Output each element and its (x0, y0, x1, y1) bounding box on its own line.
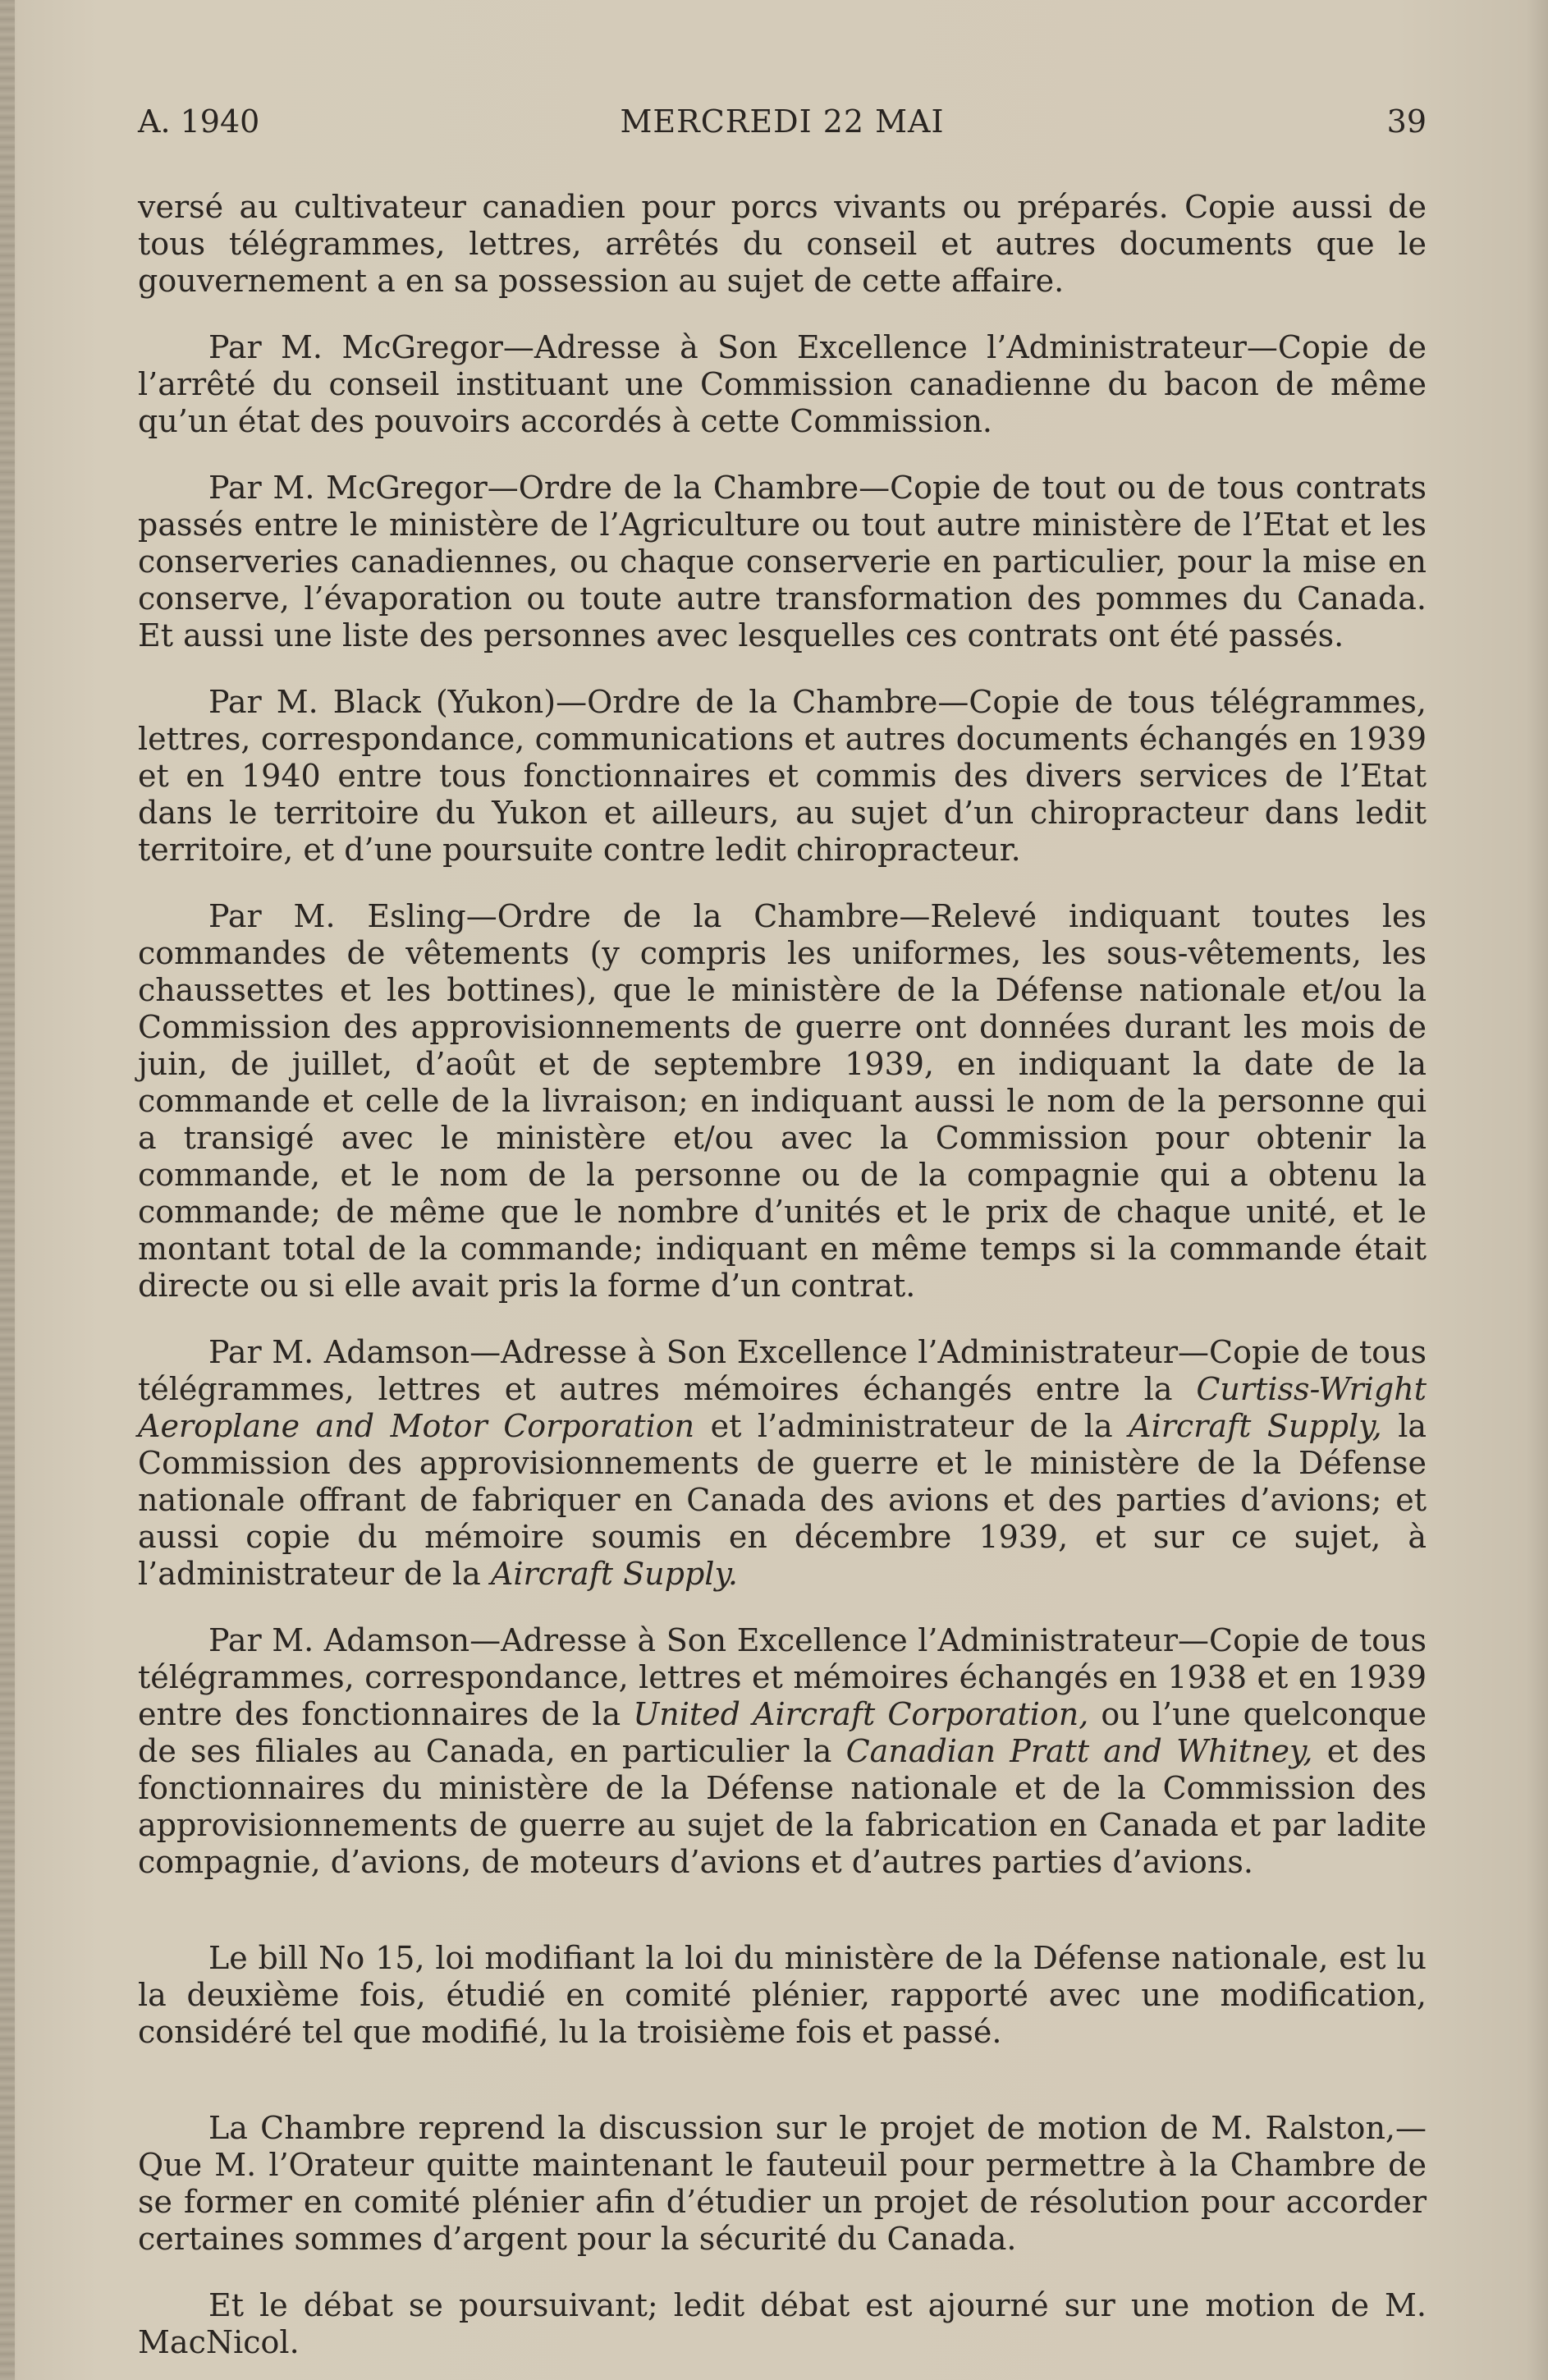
page-header (138, 97, 1427, 146)
italic-text: Aircraft Supply, (1129, 1408, 1382, 1444)
paragraph (138, 684, 1427, 869)
paragraph (138, 898, 1427, 1305)
paragraph-text: Par M. Esling—Ordre de la Chambre—Relevé indiquant toutes les commandes de vêtements (y compris les uniformes, les sous-vêtements, les chaussettes et les bottines), que le ministère de la Défense nationale et/ou la Commission des approvisionnements de guerre ont données durant les mois de juin, de juillet, d’août et de septembre 1939, en indiquant la date de la commande et celle de la livraison; en indiquant aussi le nom de la personne qui a transigé avec le ministère et/ou avec la Commission pour obtenir la commande, et le nom de la personne ou de la compagnie qui a obtenu la commande; de même que le nombre d’unités et le prix de chaque unité, et le montant total de la commande; indiquant en même temps si la commande était directe ou si elle avait pris la forme d’un contrat. (138, 898, 1427, 1304)
paragraph (138, 1940, 1427, 2051)
paragraph (138, 2110, 1427, 2258)
paragraph-text: la Commission des approvisionnements de guerre et le ministère de la Défense nationale offrant de fabriquer en Canada des avions et des parties d’avions; et aussi copie du mémoire soumis en décembre 1939, et sur ce sujet, à l’administrateur de la (138, 1408, 1427, 1592)
header-year: A. 1940 (138, 103, 260, 140)
document-body (138, 189, 1427, 2361)
paragraph-text: Par M. McGregor—Adresse à Son Excellence l’Administrateur—Copie de l’arrêté du conseil instituant une Commission canadienne du bacon de même qu’un état des pouvoirs accordés à cette Commission. (138, 329, 1427, 439)
italic-text: United Aircraft Corporation, (633, 1696, 1089, 1732)
paragraph-text: Par M. McGregor—Ordre de la Chambre—Copie de tout ou de tous contrats passés entre le ministère de l’Agriculture ou tout autre ministère de l’Etat et les conserveries canadiennes, ou chaque conserverie en particulier, pour la mise en conserve, l’évaporation ou toute autre transformation des pommes du Canada. Et aussi une liste des personnes avec lesquelles ces contrats ont été passés. (138, 470, 1427, 653)
paragraph (138, 2287, 1427, 2361)
paragraph-text: La Chambre reprend la discussion sur le projet de motion de M. Ralston,— Que M. l’Orateur quitte maintenant le fauteuil pour permettre à la Chambre de se former en comité plénier afin d’étudier un projet de résolution pour accorder certaines sommes d’argent pour la sécurité du Canada. (138, 2110, 1427, 2257)
paragraph-text: Par M. Adamson—Adresse à Son Excellence l’Administrateur—Copie de tous télégrammes, lettres et autres mémoires échangés entre la (138, 1334, 1427, 1407)
italic-text: Curtiss-Wright Aeroplane and Motor Corporation (138, 1371, 1427, 1444)
paragraph-text: et des fonctionnaires du ministère de la Défense nationale et de la Commission des approvisionnements de guerre au sujet de la fabrication en Canada et par ladite compagnie, d’avions, de moteurs d’avions et d’autres parties d’avions. (138, 1733, 1427, 1880)
paragraph (138, 1334, 1427, 1593)
paragraph-text: Par M. Adamson—Adresse à Son Excellence l’Administrateur—Copie de tous télégrammes, correspondance, lettres et mémoires échangés en 1938 et en 1939 entre des fonctionnaires de la (138, 1622, 1427, 1732)
header-date: MERCREDI 22 MAI (620, 103, 945, 140)
paragraph-text: Par M. Black (Yukon)—Ordre de la Chambre—Copie de tous télégrammes, lettres, correspondance, communications et autres documents échangés en 1939 et en 1940 entre tous fonctionnaires et commis des divers services de l’Etat dans le territoire du Yukon et ailleurs, au sujet d’un chiropracteur dans ledit territoire, et d’une poursuite contre ledit chiropracteur. (138, 684, 1427, 868)
italic-text: Canadian Pratt and Whitney, (845, 1733, 1313, 1769)
paragraph-text: Le bill No 15, loi modifiant la loi du ministère de la Défense nationale, est lu la deuxième fois, étudié en comité plénier, rapporté avec une modification, considéré tel que modifié, lu la troisième fois et passé. (138, 1940, 1427, 2050)
paragraph (138, 1622, 1427, 1881)
paragraph (138, 329, 1427, 440)
paragraph-text: Et le débat se poursuivant; ledit débat est ajourné sur une motion de M. MacNicol. (138, 2287, 1427, 2360)
paragraph-text: et l’administrateur de la (694, 1408, 1129, 1444)
paragraph-text: versé au cultivateur canadien pour porcs vivants ou préparés. Copie aussi de tous télégrammes, lettres, arrêtés du conseil et autres documents que le gouvernement a en sa possession au sujet de cette affaire. (138, 189, 1427, 299)
paragraph (138, 189, 1427, 300)
page-binding-edge (0, 0, 15, 2380)
page-number: 39 (1386, 103, 1427, 140)
paragraph (138, 470, 1427, 654)
paragraph-text: ou l’une quelconque de ses filiales au Canada, en particulier la (138, 1696, 1427, 1769)
italic-text: Aircraft Supply. (490, 1556, 738, 1592)
